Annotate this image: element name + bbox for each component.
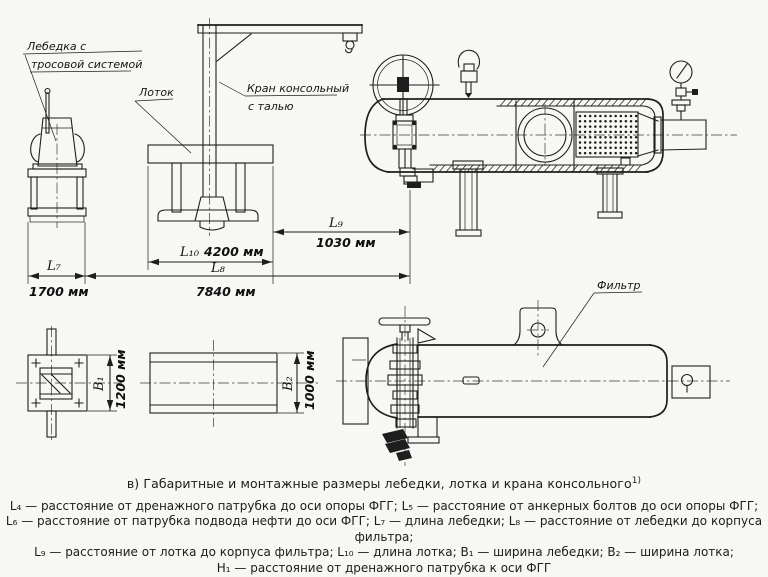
figure-caption <box>0 476 768 491</box>
caption-footnote-marker: 1) <box>631 476 642 486</box>
winch-label-line2: тросовой системой <box>31 58 143 71</box>
annotation-labels <box>23 40 642 367</box>
handwheel-valve <box>370 55 439 168</box>
legend-line: H₁ — расстояние от дренажного патрубка к оси ФГГ <box>216 560 552 575</box>
dimension-l8 <box>86 261 409 299</box>
filter-label <box>543 279 642 367</box>
dim-l10-symbol: L₁₀ <box>180 245 200 260</box>
top-hatch-band <box>500 99 646 106</box>
pressure-gauge <box>670 61 698 120</box>
outlet-nozzle <box>638 113 706 156</box>
dim-b1-symbol: B₁ <box>92 376 107 391</box>
svg-text:Фильтр: Фильтр <box>597 279 641 292</box>
legend-line: L₄ — расстояние от дренажного патрубка до оси опоры ФГГ; L₅ — расстояние от анкерных болтов до оси опоры ФГГ; <box>9 499 759 513</box>
dim-l8-symbol: L₈ <box>211 261 225 276</box>
dim-b2-value: 1000 мм <box>302 350 317 410</box>
dim-l8-value: 7840 мм <box>196 284 256 299</box>
perforated-grid-dots <box>579 115 638 155</box>
support-legs <box>453 158 630 236</box>
tray-plan-view <box>140 340 318 427</box>
dim-l9-value: 1030 мм <box>316 235 376 250</box>
crane-label-line2: с талью <box>248 100 294 113</box>
crane-label-line1: Кран консольный <box>247 82 350 95</box>
dim-b2-symbol: B₂ <box>281 376 296 391</box>
crane-hook <box>458 50 479 98</box>
caption-text: в) Габаритные и монтажные размеры лебедки, лотка и крана консольного <box>126 476 632 492</box>
legend-line: L₆ — расстояние от патрубка подвода нефти до оси ФГГ; L₇ — длина лебедки; L₈ — расстояние от лебедки до корпуса фильтра; <box>5 514 763 544</box>
dimension-l7 <box>29 259 89 299</box>
winch-front-view <box>28 89 86 229</box>
drain-nozzle <box>400 168 433 188</box>
dimension-chain <box>28 166 410 299</box>
winch-label-line1: Лебедка с <box>27 40 87 53</box>
dimension-l9 <box>274 216 409 250</box>
crane-label <box>219 82 349 113</box>
dim-b1-value: 1200 мм <box>113 349 128 409</box>
console-crane-side-view <box>198 18 362 236</box>
hoist-trolley <box>343 33 357 53</box>
dim-l10-value: 4200 мм <box>204 244 264 259</box>
dimension-b1 <box>88 349 128 411</box>
dimension-b2 <box>278 350 317 413</box>
winch-plan-view <box>16 326 128 440</box>
dim-l7-symbol: L₇ <box>47 259 61 274</box>
inspection-slot <box>463 377 479 384</box>
lifting-bracket <box>514 300 562 356</box>
valve-assembly-plan <box>379 306 439 466</box>
figure-legend <box>0 499 768 576</box>
legend-line: L₉ — расстояние от лотка до корпуса фильтра; L₁₀ — длина лотка; B₁ — ширина лебедки; B₂ — ширина лотка; <box>34 545 734 560</box>
dim-l9-symbol: L₉ <box>329 216 343 231</box>
dim-l7-value: 1700 мм <box>29 284 89 299</box>
filter-plan-view <box>336 300 730 466</box>
perforated-grid <box>576 112 638 157</box>
svg-text:Лоток: Лоток <box>139 86 174 99</box>
fgg-vessel-side-view <box>360 50 737 236</box>
tray-side-view <box>148 145 273 230</box>
manhole <box>516 101 574 170</box>
tray-label <box>135 86 191 153</box>
end-plate <box>672 366 710 398</box>
winch-label <box>23 40 142 141</box>
